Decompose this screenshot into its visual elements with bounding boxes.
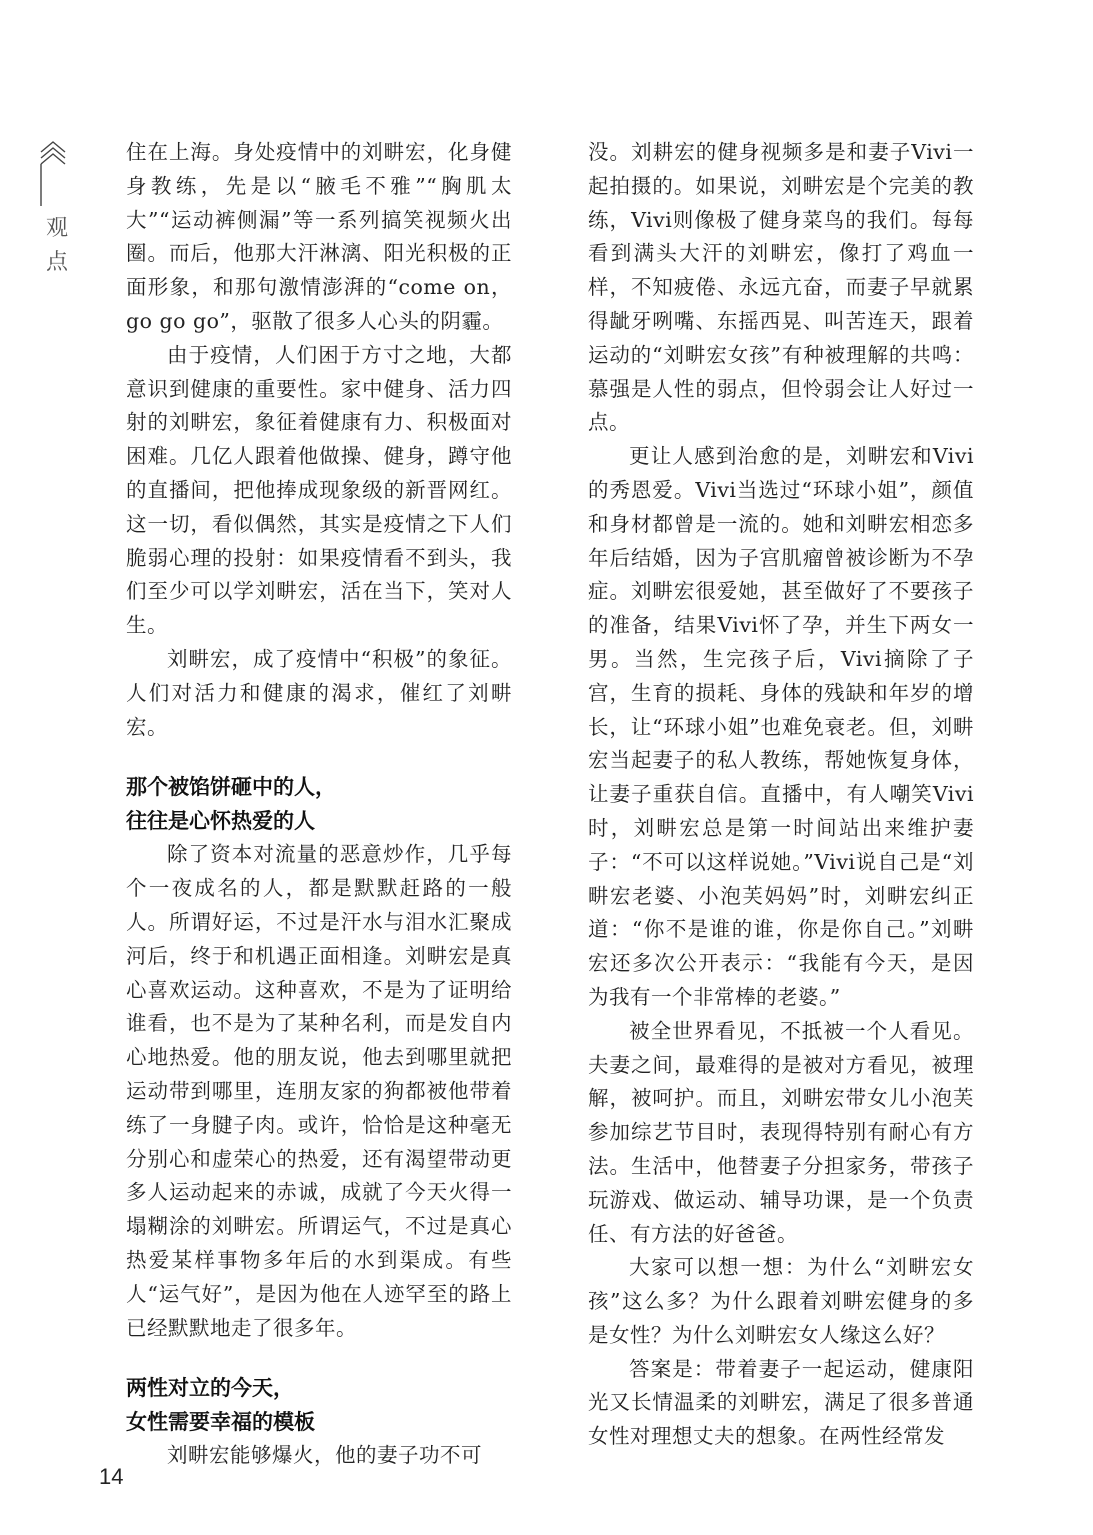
paragraph: 答案是：带着妻子一起运动，健康阳光又长情温柔的刘畊宏，满足了很多普通女性对理想丈夫的想象。在两性经常发 bbox=[588, 1356, 974, 1449]
section-gap bbox=[126, 744, 512, 770]
paragraph: 没。刘耕宏的健身视频多是和妻子Vivi一起拍摄的。如果说，刘畊宏是个完美的教练，Vivi则像极了健身菜鸟的我们。每每看到满头大汗的刘畊宏，像打了鸡血一样，不知疲倦、永远亢奋，而妻子早就累得龇牙咧嘴、东摇西晃、叫苦连天，跟着运动的“刘畊宏女孩”有种被理解的共鸣：慕强是人性的弱点，但怜弱会让人好过一点。 bbox=[588, 140, 974, 435]
section-heading: 两性对立的今天， bbox=[126, 1376, 294, 1401]
right-column bbox=[588, 136, 974, 1454]
chevron-up-icon bbox=[38, 136, 74, 206]
paragraph: 由于疫情，人们困于方寸之地，大都意识到健康的重要性。家中健身、活力四射的刘畊宏，象征着健康有力、积极面对困难。几亿人跟着他做操、健身，蹲守他的直播间，把他捧成现象级的新晋网红。这一切，看似偶然，其实是疫情之下人们脆弱心理的投射：如果疫情看不到头，我们至少可以学刘畊宏，活在当下，笑对人生。 bbox=[126, 342, 512, 638]
paragraph: 除了资本对流量的恶意炒作，几乎每个一夜成名的人，都是默默赶路的一般人。所谓好运，不过是汗水与泪水汇聚成河后，终于和机遇正面相逢。刘畊宏是真心喜欢运动。这种喜欢，不是为了证明给谁看，也不是为了某种名利，而是发自内心地热爱。他的朋友说，他去到哪里就把运动带到哪里，连朋友家的狗都被他带着练了一身腱子肉。或许，恰恰是这种毫无分别心和虚荣心的热爱，还有渴望带动更多人运动起来的赤诚，成就了今天火得一塌糊涂的刘畊宏。所谓运气，不过是真心热爱某样事物多年后的水到渠成。有些人“运气好”，是因为他在人迹罕至的路上已经默默地走了很多年。 bbox=[126, 842, 512, 1340]
paragraph: 更让人感到治愈的是，刘畊宏和Vivi的秀恩爱。Vivi当选过“环球小姐”，颜值和身材都曾是一流的。她和刘畊宏相恋多年后结婚，因为子宫肌瘤曾被诊断为不孕症。刘畊宏很爱她，甚至做好了不要孩子的准备，结果Vivi怀了孕，并生下两女一男。当然，生完孩子后，Vivi摘除了子宫，生育的损耗、身体的残缺和年岁的增长，让“环球小姐”也难免衰老。但，刘畊宏当起妻子的私人教练，帮她恢复身体，让妻子重获自信。直播中，有人嘲笑Vivi时，刘畊宏总是第一时间站出来维护妻子：“不可以这样说她。”Vivi说自己是“刘畊宏老婆、小泡芙妈妈”时，刘畊宏纠正道：“你不是谁的谁，你是你自己。”刘畊宏还多次公开表示：“我能有今天，是因为我有一个非常棒的老婆。” bbox=[588, 444, 974, 1009]
paragraph: 住在上海。身处疫情中的刘畊宏，化身健身教练，先是以“腋毛不雅”“胸肌太大”“运动裤侧漏”等一系列搞笑视频火出圈。而后，他那大汗淋漓、阳光积极的正面形象，和那句激情澎湃的“come on，go go go”，驱散了很多人心头的阴霾。 bbox=[126, 140, 512, 333]
section-label bbox=[44, 212, 70, 280]
paragraph: 大家可以想一想：为什么“刘畊宏女孩”这么多？为什么跟着刘畊宏健身的多是女性？为什么刘畊宏女人缘这么好？ bbox=[588, 1255, 974, 1347]
left-column bbox=[126, 136, 512, 1473]
paragraph: 刘畊宏，成了疫情中“积极”的象征。人们对活力和健康的渴求，催红了刘畊宏。 bbox=[126, 646, 512, 739]
section-heading: 那个被馅饼砸中的人， bbox=[126, 775, 336, 800]
section-label-char: 点 bbox=[45, 250, 68, 275]
paragraph: 被全世界看见，不抵被一个人看见。夫妻之间，最难得的是被对方看见，被理解，被呵护。而且，刘畊宏带女儿小泡芙参加综艺节目时，表现得特别有耐心有方法。生活中，他替妻子分担家务，带孩子玩游戏、做运动、辅导功课，是一个负责任、有方法的好爸爸。 bbox=[588, 1018, 974, 1246]
paragraph: 刘畊宏能够爆火，他的妻子功不可 bbox=[167, 1443, 482, 1468]
section-marker bbox=[38, 136, 74, 206]
section-label-char: 观 bbox=[45, 216, 68, 241]
page-number: 14 bbox=[99, 1464, 124, 1489]
section-heading: 往往是心怀热爱的人 bbox=[126, 809, 315, 834]
section-gap bbox=[126, 1345, 512, 1371]
section-heading: 女性需要幸福的模板 bbox=[126, 1410, 315, 1435]
